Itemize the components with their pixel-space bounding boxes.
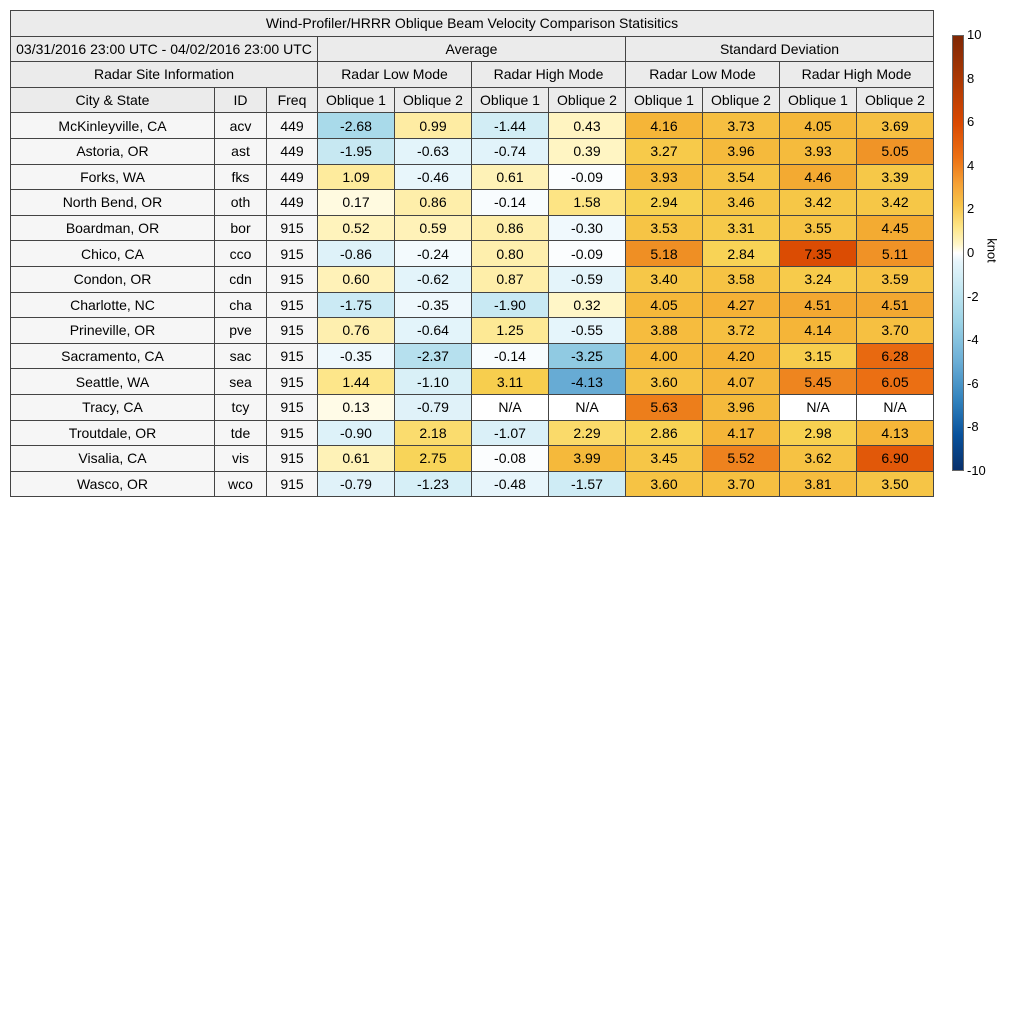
- avg-value-cell: -0.64: [395, 318, 472, 344]
- id-cell: fks: [215, 164, 267, 190]
- std-value-cell: 3.27: [626, 138, 703, 164]
- std-value-cell: 6.28: [857, 343, 934, 369]
- freq-cell: 449: [267, 190, 318, 216]
- column-header-oblique: Oblique 1: [318, 87, 395, 113]
- freq-cell: 915: [267, 318, 318, 344]
- std-value-cell: 3.58: [703, 266, 780, 292]
- avg-value-cell: -0.09: [549, 164, 626, 190]
- avg-value-cell: -0.35: [318, 343, 395, 369]
- std-value-cell: 2.94: [626, 190, 703, 216]
- avg-value-cell: -1.57: [549, 471, 626, 497]
- std-value-cell: 5.45: [780, 369, 857, 395]
- avg-value-cell: 0.13: [318, 394, 395, 420]
- avg-value-cell: 1.44: [318, 369, 395, 395]
- avg-value-cell: -1.95: [318, 138, 395, 164]
- std-value-cell: 3.39: [857, 164, 934, 190]
- table-row: [11, 138, 934, 164]
- column-header-oblique: Oblique 2: [549, 87, 626, 113]
- city-cell: Prineville, OR: [11, 318, 215, 344]
- colorbar-tick-label: 8: [967, 70, 975, 86]
- avg-value-cell: 0.76: [318, 318, 395, 344]
- avg-high-mode-header: Radar High Mode: [472, 62, 626, 88]
- colorbar-tick-label: -2: [967, 288, 979, 304]
- std-value-cell: 3.93: [780, 138, 857, 164]
- id-cell: ast: [215, 138, 267, 164]
- std-value-cell: 3.42: [857, 190, 934, 216]
- std-value-cell: 3.93: [626, 164, 703, 190]
- freq-cell: 449: [267, 113, 318, 139]
- colorbar-tick-label: 10: [967, 27, 982, 42]
- id-cell: pve: [215, 318, 267, 344]
- std-high-mode-header: Radar High Mode: [780, 62, 934, 88]
- avg-value-cell: -0.79: [318, 471, 395, 497]
- std-value-cell: 3.88: [626, 318, 703, 344]
- city-cell: Chico, CA: [11, 241, 215, 267]
- avg-value-cell: -0.14: [472, 190, 549, 216]
- id-cell: bor: [215, 215, 267, 241]
- avg-value-cell: -0.09: [549, 241, 626, 267]
- table-row: [11, 394, 934, 420]
- city-cell: Sacramento, CA: [11, 343, 215, 369]
- column-header-id: ID: [215, 87, 267, 113]
- city-cell: Troutdale, OR: [11, 420, 215, 446]
- avg-value-cell: 0.43: [549, 113, 626, 139]
- std-value-cell: 4.05: [780, 113, 857, 139]
- column-header-freq: Freq: [267, 87, 318, 113]
- id-cell: cdn: [215, 266, 267, 292]
- avg-value-cell: -0.48: [472, 471, 549, 497]
- std-value-cell: 3.53: [626, 215, 703, 241]
- std-value-cell: 4.13: [857, 420, 934, 446]
- avg-value-cell: -1.23: [395, 471, 472, 497]
- avg-value-cell: -0.79: [395, 394, 472, 420]
- avg-value-cell: -0.86: [318, 241, 395, 267]
- std-value-cell: 4.07: [703, 369, 780, 395]
- std-value-cell: 3.73: [703, 113, 780, 139]
- std-value-cell: 3.46: [703, 190, 780, 216]
- std-value-cell: 6.05: [857, 369, 934, 395]
- std-value-cell: 6.90: [857, 446, 934, 472]
- avg-value-cell: -0.14: [472, 343, 549, 369]
- colorbar-unit-label: knot: [984, 238, 1000, 263]
- group-header-row: [11, 36, 934, 62]
- std-value-cell: 4.16: [626, 113, 703, 139]
- city-cell: Wasco, OR: [11, 471, 215, 497]
- avg-value-cell: -3.25: [549, 343, 626, 369]
- std-value-cell: 3.40: [626, 266, 703, 292]
- stats-table: [10, 10, 934, 497]
- std-value-cell: 3.59: [857, 266, 934, 292]
- std-header: Standard Deviation: [626, 36, 934, 62]
- std-value-cell: 3.50: [857, 471, 934, 497]
- id-cell: sac: [215, 343, 267, 369]
- std-value-cell: 5.63: [626, 394, 703, 420]
- std-value-cell: 3.31: [703, 215, 780, 241]
- std-value-cell: N/A: [857, 394, 934, 420]
- avg-value-cell: 0.32: [549, 292, 626, 318]
- title-row: [11, 11, 934, 37]
- std-low-mode-header: Radar Low Mode: [626, 62, 780, 88]
- average-header: Average: [318, 36, 626, 62]
- id-cell: sea: [215, 369, 267, 395]
- freq-cell: 915: [267, 369, 318, 395]
- std-value-cell: 4.05: [626, 292, 703, 318]
- id-cell: tcy: [215, 394, 267, 420]
- avg-low-mode-header: Radar Low Mode: [318, 62, 472, 88]
- std-value-cell: 3.69: [857, 113, 934, 139]
- avg-value-cell: -0.62: [395, 266, 472, 292]
- avg-value-cell: 1.09: [318, 164, 395, 190]
- std-value-cell: 5.52: [703, 446, 780, 472]
- city-cell: Visalia, CA: [11, 446, 215, 472]
- std-value-cell: 4.00: [626, 343, 703, 369]
- std-value-cell: 3.72: [703, 318, 780, 344]
- column-header-oblique: Oblique 2: [703, 87, 780, 113]
- freq-cell: 449: [267, 138, 318, 164]
- city-cell: North Bend, OR: [11, 190, 215, 216]
- table-row: [11, 292, 934, 318]
- table-row: [11, 420, 934, 446]
- date-range: 03/31/2016 23:00 UTC - 04/02/2016 23:00 UTC: [11, 36, 318, 62]
- column-header-oblique: Oblique 1: [472, 87, 549, 113]
- city-cell: Seattle, WA: [11, 369, 215, 395]
- column-header-oblique: Oblique 1: [626, 87, 703, 113]
- city-cell: Astoria, OR: [11, 138, 215, 164]
- std-value-cell: 3.70: [857, 318, 934, 344]
- column-header-row: [11, 87, 934, 113]
- table-title: Wind-Profiler/HRRR Oblique Beam Velocity Comparison Statisitics: [11, 11, 934, 37]
- avg-value-cell: N/A: [472, 394, 549, 420]
- avg-value-cell: -2.37: [395, 343, 472, 369]
- freq-cell: 915: [267, 241, 318, 267]
- freq-cell: 915: [267, 266, 318, 292]
- colorbar-tick-label: -8: [967, 419, 979, 435]
- avg-value-cell: 1.58: [549, 190, 626, 216]
- table-row: [11, 318, 934, 344]
- colorbar-tick-label: 2: [967, 201, 975, 217]
- column-header-oblique: Oblique 1: [780, 87, 857, 113]
- id-cell: cco: [215, 241, 267, 267]
- freq-cell: 915: [267, 446, 318, 472]
- std-value-cell: 3.24: [780, 266, 857, 292]
- table-row: [11, 113, 934, 139]
- std-value-cell: 5.18: [626, 241, 703, 267]
- std-value-cell: 5.05: [857, 138, 934, 164]
- table-row: [11, 164, 934, 190]
- colorbar: [952, 35, 964, 471]
- table-row: [11, 343, 934, 369]
- std-value-cell: 4.45: [857, 215, 934, 241]
- column-header-oblique: Oblique 2: [395, 87, 472, 113]
- avg-value-cell: -1.90: [472, 292, 549, 318]
- id-cell: cha: [215, 292, 267, 318]
- avg-value-cell: 0.86: [472, 215, 549, 241]
- avg-value-cell: 0.39: [549, 138, 626, 164]
- avg-value-cell: -0.63: [395, 138, 472, 164]
- std-value-cell: 4.20: [703, 343, 780, 369]
- std-value-cell: 2.98: [780, 420, 857, 446]
- avg-value-cell: 0.86: [395, 190, 472, 216]
- std-value-cell: 4.27: [703, 292, 780, 318]
- avg-value-cell: 0.99: [395, 113, 472, 139]
- std-value-cell: 3.45: [626, 446, 703, 472]
- table-row: [11, 190, 934, 216]
- avg-value-cell: 2.29: [549, 420, 626, 446]
- table-row: [11, 215, 934, 241]
- avg-value-cell: 0.80: [472, 241, 549, 267]
- freq-cell: 915: [267, 420, 318, 446]
- avg-value-cell: 2.75: [395, 446, 472, 472]
- table-row: [11, 471, 934, 497]
- std-value-cell: 3.96: [703, 138, 780, 164]
- avg-value-cell: -1.10: [395, 369, 472, 395]
- table-row: [11, 241, 934, 267]
- colorbar-tick-label: 4: [967, 157, 975, 173]
- city-cell: McKinleyville, CA: [11, 113, 215, 139]
- avg-value-cell: 0.59: [395, 215, 472, 241]
- std-value-cell: 3.15: [780, 343, 857, 369]
- freq-cell: 915: [267, 292, 318, 318]
- colorbar-tick-label: 6: [967, 114, 975, 130]
- colorbar-tick-label: -10: [967, 463, 986, 478]
- avg-value-cell: 3.99: [549, 446, 626, 472]
- std-value-cell: 2.86: [626, 420, 703, 446]
- avg-value-cell: -0.35: [395, 292, 472, 318]
- std-value-cell: 3.60: [626, 369, 703, 395]
- avg-value-cell: -0.59: [549, 266, 626, 292]
- city-cell: Tracy, CA: [11, 394, 215, 420]
- std-value-cell: 3.70: [703, 471, 780, 497]
- avg-value-cell: 0.61: [472, 164, 549, 190]
- avg-value-cell: -1.07: [472, 420, 549, 446]
- colorbar-tick-label: 0: [967, 245, 975, 260]
- column-header-city: City & State: [11, 87, 215, 113]
- avg-value-cell: N/A: [549, 394, 626, 420]
- std-value-cell: 5.11: [857, 241, 934, 267]
- colorbar-tick-label: -4: [967, 332, 979, 348]
- avg-value-cell: -4.13: [549, 369, 626, 395]
- avg-value-cell: 0.17: [318, 190, 395, 216]
- std-value-cell: N/A: [780, 394, 857, 420]
- avg-value-cell: -1.75: [318, 292, 395, 318]
- colorbar-tick-label: -6: [967, 375, 979, 391]
- std-value-cell: 3.55: [780, 215, 857, 241]
- avg-value-cell: -0.46: [395, 164, 472, 190]
- std-value-cell: 3.62: [780, 446, 857, 472]
- avg-value-cell: 0.52: [318, 215, 395, 241]
- avg-value-cell: 2.18: [395, 420, 472, 446]
- avg-value-cell: -1.44: [472, 113, 549, 139]
- table-row: [11, 446, 934, 472]
- std-value-cell: 2.84: [703, 241, 780, 267]
- id-cell: vis: [215, 446, 267, 472]
- avg-value-cell: -0.90: [318, 420, 395, 446]
- std-value-cell: 3.96: [703, 394, 780, 420]
- table-row: [11, 369, 934, 395]
- std-value-cell: 3.54: [703, 164, 780, 190]
- avg-value-cell: -0.55: [549, 318, 626, 344]
- std-value-cell: 4.14: [780, 318, 857, 344]
- avg-value-cell: -0.08: [472, 446, 549, 472]
- freq-cell: 915: [267, 215, 318, 241]
- freq-cell: 915: [267, 343, 318, 369]
- avg-value-cell: -0.30: [549, 215, 626, 241]
- city-cell: Charlotte, NC: [11, 292, 215, 318]
- id-cell: wco: [215, 471, 267, 497]
- std-value-cell: 3.42: [780, 190, 857, 216]
- site-info-header: Radar Site Information: [11, 62, 318, 88]
- city-cell: Forks, WA: [11, 164, 215, 190]
- column-header-oblique: Oblique 2: [857, 87, 934, 113]
- avg-value-cell: 0.60: [318, 266, 395, 292]
- city-cell: Condon, OR: [11, 266, 215, 292]
- std-value-cell: 4.46: [780, 164, 857, 190]
- avg-value-cell: 0.87: [472, 266, 549, 292]
- id-cell: tde: [215, 420, 267, 446]
- freq-cell: 915: [267, 394, 318, 420]
- std-value-cell: 4.17: [703, 420, 780, 446]
- id-cell: acv: [215, 113, 267, 139]
- avg-value-cell: -2.68: [318, 113, 395, 139]
- avg-value-cell: -0.24: [395, 241, 472, 267]
- std-value-cell: 7.35: [780, 241, 857, 267]
- city-cell: Boardman, OR: [11, 215, 215, 241]
- std-value-cell: 3.81: [780, 471, 857, 497]
- std-value-cell: 4.51: [857, 292, 934, 318]
- table-row: [11, 266, 934, 292]
- avg-value-cell: 1.25: [472, 318, 549, 344]
- freq-cell: 915: [267, 471, 318, 497]
- avg-value-cell: 0.61: [318, 446, 395, 472]
- mode-header-row: [11, 62, 934, 88]
- avg-value-cell: 3.11: [472, 369, 549, 395]
- std-value-cell: 4.51: [780, 292, 857, 318]
- std-value-cell: 3.60: [626, 471, 703, 497]
- avg-value-cell: -0.74: [472, 138, 549, 164]
- freq-cell: 449: [267, 164, 318, 190]
- id-cell: oth: [215, 190, 267, 216]
